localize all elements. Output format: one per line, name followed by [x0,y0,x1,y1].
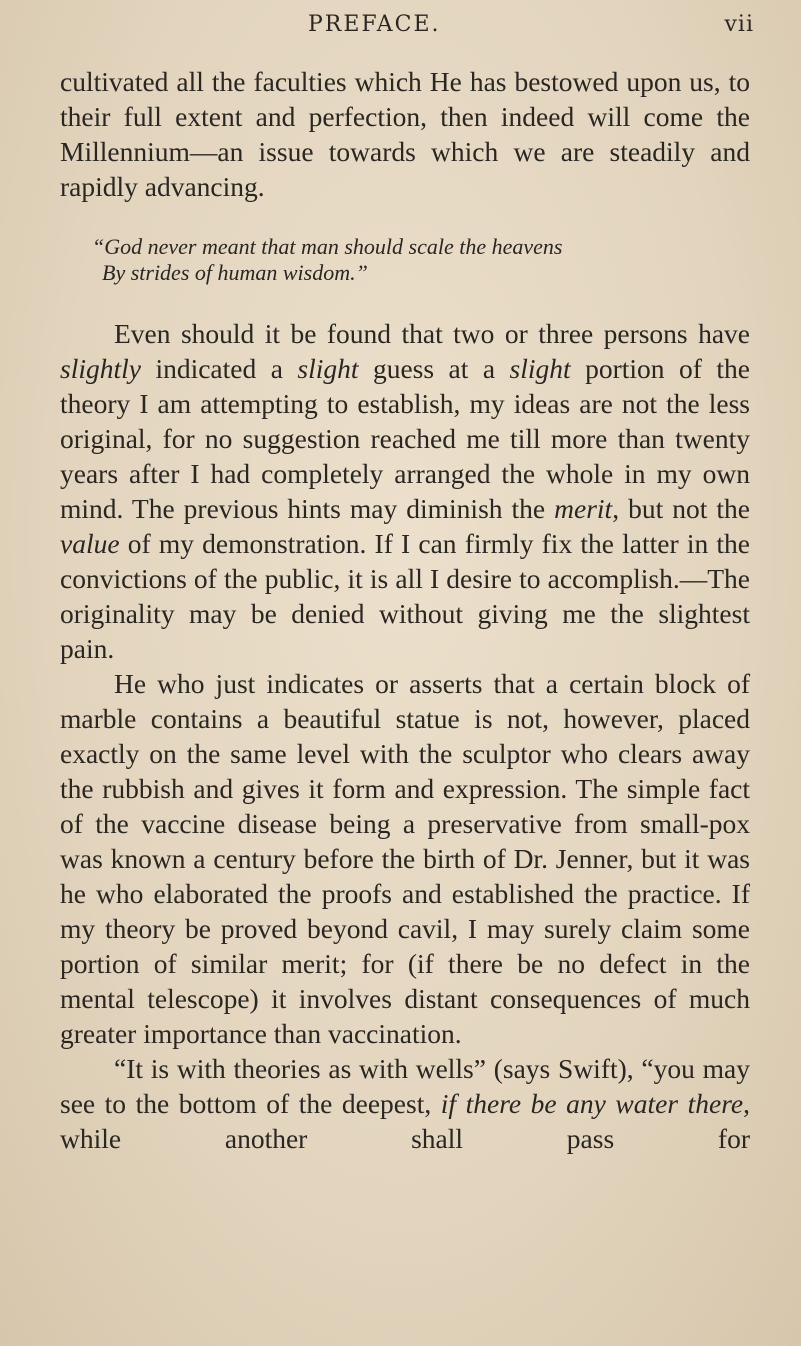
p2-text-f: of my demonstration. If I can firmly fix the latter in the convictions of the public, it is all I desire to accomplish.—The originality may be denied without giving me the slightest pain. [60,528,750,664]
p2-emphasis-merit: merit [554,493,613,524]
p2-emphasis-slightly: slightly [60,353,141,384]
page-number: vii [724,12,754,37]
paragraph-3: He who just indicates or asserts that a certain block of marble contains a beautiful statue is not, however, placed exactly on the same level with the sculptor who clears away the rubbish and gives it form and expression. The simple fact of the vaccine disease being a preservative from small-pox was known a century before the birth of Dr. Jenner, but it was he who elaborated the proofs and established the practice. If my theory be proved beyond cavil, I may surely claim some portion of similar merit; for (if there be no defect in the mental telescope) it involves distant consequences of much greater importance than vaccination. [60,668,750,1049]
running-head: PREFACE. [308,12,441,37]
p2-text-c: guess at a [358,353,510,384]
p2-text-d: portion of the theory I am attempting to establish, my ideas are not the less original, for no suggestion reached me till more than twenty years after I had completely arranged the whole in my own mind. The previous hints may diminish the [60,353,750,524]
p4-text-b: , while another shall pass for [60,1088,750,1154]
p2-emphasis-slight-1: slight [297,353,359,384]
page-header [200,12,760,52]
p2-text-e: , but not the [612,493,750,524]
p2-emphasis-slight-2: slight [509,353,571,384]
p2-text-b: indicated a [140,353,298,384]
p4-text-a: “It is with theories as with wells” (says Swift), “you may see to the bottom of the deepest, [60,1053,750,1119]
quote-line-1: “God never meant that man should scale the heavens [92,234,563,259]
paragraph-2 [60,316,750,666]
block-quote [60,234,750,286]
body-text [60,64,750,1156]
p4-emphasis: if there be any water there [440,1088,744,1119]
p2-emphasis-value: value [60,528,120,559]
paragraph-1: cultivated all the faculties which He has bestowed upon us, to their full extent and perfection, then indeed will come the Millennium—an issue towards which we are steadily and rapidly advancing. [60,66,750,202]
paragraph-4 [60,1051,750,1156]
quote-line-2: By strides of human wisdom.” [102,260,368,285]
p2-text-a: Even should it be found that two or three persons have [114,318,750,349]
